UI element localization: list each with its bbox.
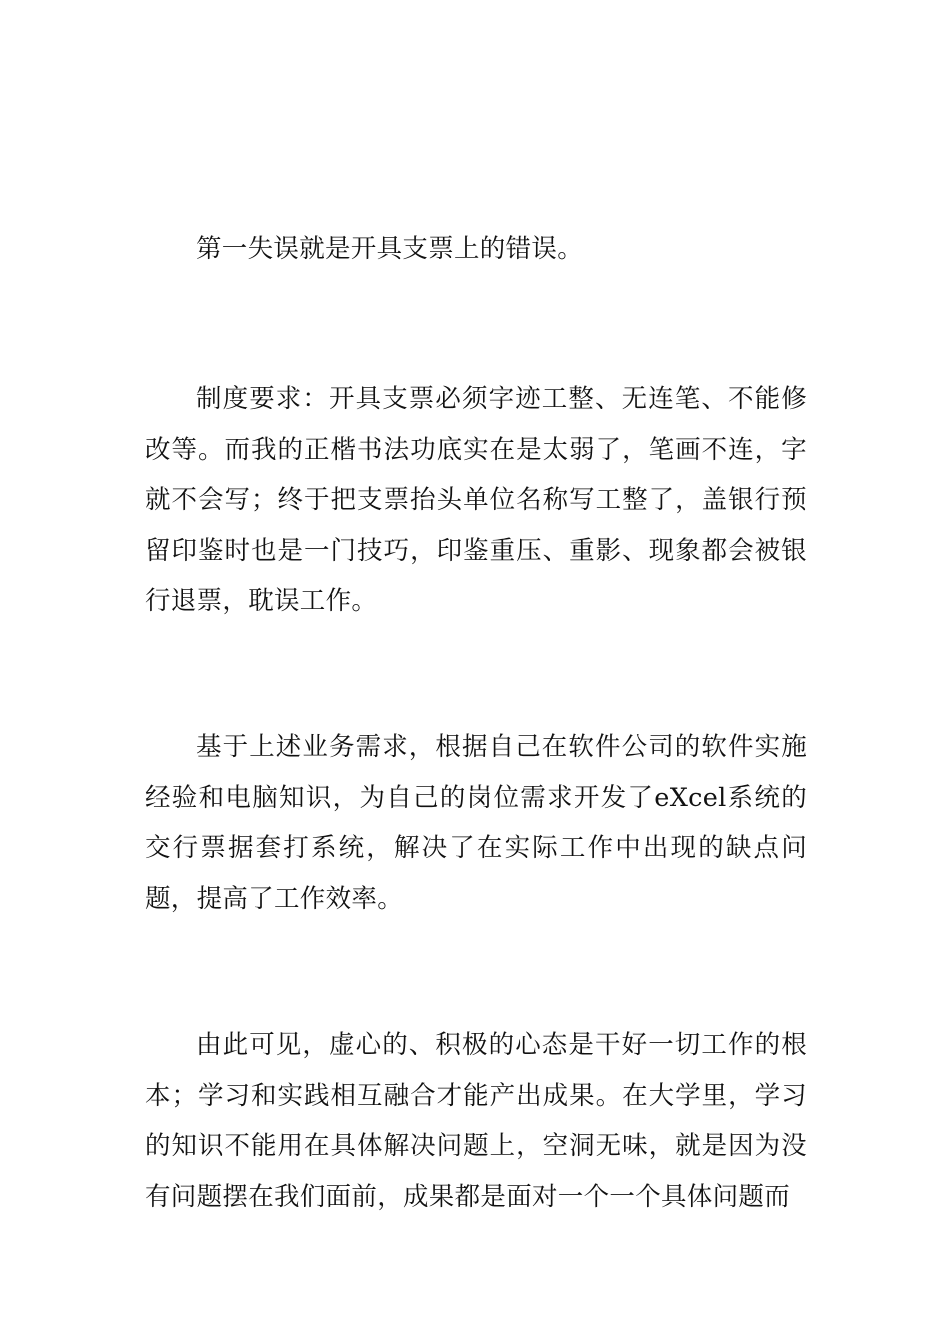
- paragraph-business-needs: 基于上述业务需求，根据自己在软件公司的软件实施经验和电脑知识，为自己的岗位需求开发了eXcel系统的交行票据套打系统，解决了在实际工作中出现的缺点问题，提高了工作效率。: [145, 732, 807, 914]
- paragraph-first-mistake: 第一失误就是开具支票上的错误。: [196, 234, 584, 264]
- paragraph-conclusion: 由此可见，虚心的、积极的心态是干好一切工作的根本；学习和实践相互融合才能产出成果。在大学里，学习的知识不能用在具体解决问题上，空洞无味，就是因为没有问题摆在我们面前，成果都是面对一个一个具体问题而: [145, 1030, 807, 1212]
- paragraph-system-requirements: 制度要求：开具支票必须字迹工整、无连笔、不能修改等。而我的正楷书法功底实在是太弱了，笔画不连，字就不会写；终于把支票抬头单位名称写工整了，盖银行预留印鉴时也是一门技巧，印鉴重压、重影、现象都会被银行退票，耽误工作。: [145, 384, 807, 616]
